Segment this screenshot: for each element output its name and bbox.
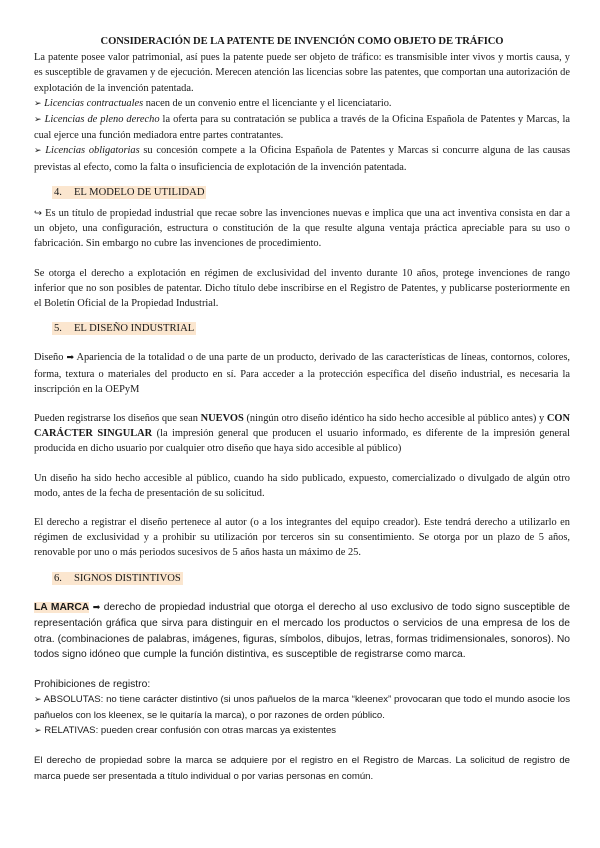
marca-registro-paragraph: El derecho de propiedad sobre la marca se adquiere por el registro en el Registro de Marcas. La solicitud de registro de marca puede ser presentada a título individual o por varias personas en común. — [34, 755, 570, 782]
text-run: (la impresión general que producen el usuario informado, es diferente de la impresión general producida en dicho usuario por cualquier otro diseño que haya sido accesible al público) — [34, 428, 570, 455]
heading-highlight — [52, 186, 206, 199]
section-title-patente-trafico: CONSIDERACIÓN DE LA PATENTE DE INVENCIÓN COMO OBJETO DE TRÁFICO — [100, 36, 504, 47]
intro-paragraph: La patente posee valor patrimonial, así pues la patente puede ser objeto de tráfico: es transmisible inter vivos y mortis causa, y es susceptible de gravamen y de ejecución. Merecen atención las licencias sobre las patentes, que comportan una autorización de explotación de la invención patentada. — [34, 52, 570, 94]
modelo-utilidad-paragraph-2: Se otorga el derecho a explotación en régimen de exclusividad del invento durante 10 años, protege invenciones de rango inferior que no son posibles de patentar. Dicho título debe inscribirse en el Registro de Patentes, y publicarse posteriormente en el Boletín Oficial de la Propiedad Industrial. — [34, 267, 570, 310]
arrow-bullet-icon: ➢ — [34, 726, 42, 737]
licencia-item-contractuales — [34, 96, 570, 112]
diseno-requisitos-paragraph — [34, 411, 570, 457]
prohibicion-label: RELATIVAS — [44, 725, 96, 737]
arrow-bullet-icon: ➢ — [34, 115, 42, 126]
heading-number: 4. — [54, 186, 62, 198]
marca-text: derecho de propiedad industrial que otorga el derecho al uso exclusivo de todo signo susceptible de representación gráfica que sirva para distinguir en el mercado los productos o servicios de una empresa de los de otra. (combinaciones de palabras, imágenes, figuras, símbolos, dibujos, letras, formas tridimensionales, sonoros). No todos signo idóneo que cumple la función distintiva, es susceptible de registrarse como marca. — [34, 601, 570, 661]
prohibicion-text: : no tiene carácter distintivo (si unos pañuelos de la marca “kleenex” provocaran que todo el mundo asocie los pañuelos con los kleenex, se le quitaría la marca), o por razones de orden público. — [34, 693, 570, 721]
prohibicion-label: ABSOLUTAS — [43, 693, 101, 705]
heading-text: SIGNOS DISTINTIVOS — [73, 572, 181, 584]
diseno-definition-paragraph — [34, 350, 570, 397]
heading-highlight — [52, 572, 183, 585]
section-heading-modelo-utilidad — [52, 185, 570, 200]
licencia-item-pleno-derecho — [34, 112, 570, 143]
section-heading-signos-distintivos — [52, 571, 570, 586]
licencia-item-obligatorias — [34, 143, 570, 174]
prohibicion-item-absolutas — [34, 692, 570, 723]
heading-number: 6. — [54, 572, 62, 584]
marca-label: LA MARCA — [34, 601, 90, 613]
definition-label: Diseño — [34, 352, 64, 364]
arrow-bullet-icon: ➢ — [34, 146, 42, 157]
text-run: (ningún otro diseño idéntico ha sido hecho accesible al público antes) y — [243, 413, 547, 425]
paragraph-text: Es un título de propiedad industrial que recae sobre las invenciones nuevas e implica que una act inventiva consista en dar a un objeto, una configuración, estructura o constitución de la que resulte alguna ventaja práctica apreciable para su uso o fabricación. Sin embargo no cubre las invenciones de procedimiento. — [34, 208, 570, 250]
licencia-label: Licencias contractuales — [44, 97, 144, 109]
diseno-derecho-paragraph: El derecho a registrar el diseño pertenece al autor (o a los integrantes del equipo creador). Este tendrá derecho a utilizarlo en régimen de exclusividad y a prohibir su utilización por terceros sin su consentimiento. Se otorga por un plazo de 5 años, renovable por uno o más periodos sucesivos de 5 años hasta un máximo de 25. — [34, 517, 570, 559]
diseno-accesible-paragraph: Un diseño ha sido hecho accesible al público, cuando ha sido publicado, expuesto, comercializado o divulgado de algún otro modo, antes de la fecha de presentación de su solicitud. — [34, 472, 570, 499]
heading-highlight — [52, 322, 196, 335]
prohibiciones-title: Prohibiciones de registro: — [34, 678, 151, 690]
heading-number: 5. — [54, 323, 62, 335]
arrow-bullet-icon: ➢ — [34, 694, 42, 705]
right-arrow-icon: ➡ — [66, 353, 75, 364]
licencia-label: Licencias obligatorias — [45, 145, 140, 157]
marca-definition-paragraph — [34, 600, 570, 663]
modelo-utilidad-paragraph-1 — [34, 206, 570, 252]
heading-text: EL MODELO DE UTILIDAD — [73, 186, 205, 198]
licencia-text: nacen de un convenio entre el licenciante y el licenciatario. — [143, 97, 392, 109]
definition-text: Apariencia de la totalidad o de una parte de un producto, derivado de las características de líneas, contornos, colores, forma, textura o materiales del producto en sí. Para acceder a la protección específica del diseño industrial, es necesaria la inscripción en la OEPyM — [34, 352, 570, 395]
licencia-label: Licencias de pleno derecho — [44, 114, 160, 126]
emphasis-caracter-singular: CON CARÁCTER SINGULAR — [34, 413, 570, 440]
right-arrow-icon: ➡ — [92, 602, 101, 613]
licencia-text: su concesión compete a la Oficina Española de Patentes y Marcas si concurre alguna de las causas previstas al efecto, como la falta o insuficiencia de explotación de la invención patentada. — [34, 145, 570, 173]
section-heading-diseno-industrial — [52, 321, 570, 336]
arrow-bullet-icon: ➢ — [34, 98, 42, 109]
emphasis-nuevos: NUEVOS — [200, 413, 244, 425]
heading-text: EL DISEÑO INDUSTRIAL — [73, 323, 195, 335]
hook-arrow-icon: ↪ — [34, 208, 43, 220]
prohibicion-item-relativas — [34, 723, 570, 739]
licencia-text: la oferta para su contratación se publica a través de la Oficina Española de Patentes y Marcas, la cual ejerce una función mediadora entre partes contratantes. — [34, 114, 570, 142]
prohibicion-text: : pueden crear confusión con otras marcas ya existentes — [95, 725, 337, 737]
text-run: Pueden registrarse los diseños que sean — [34, 413, 201, 425]
